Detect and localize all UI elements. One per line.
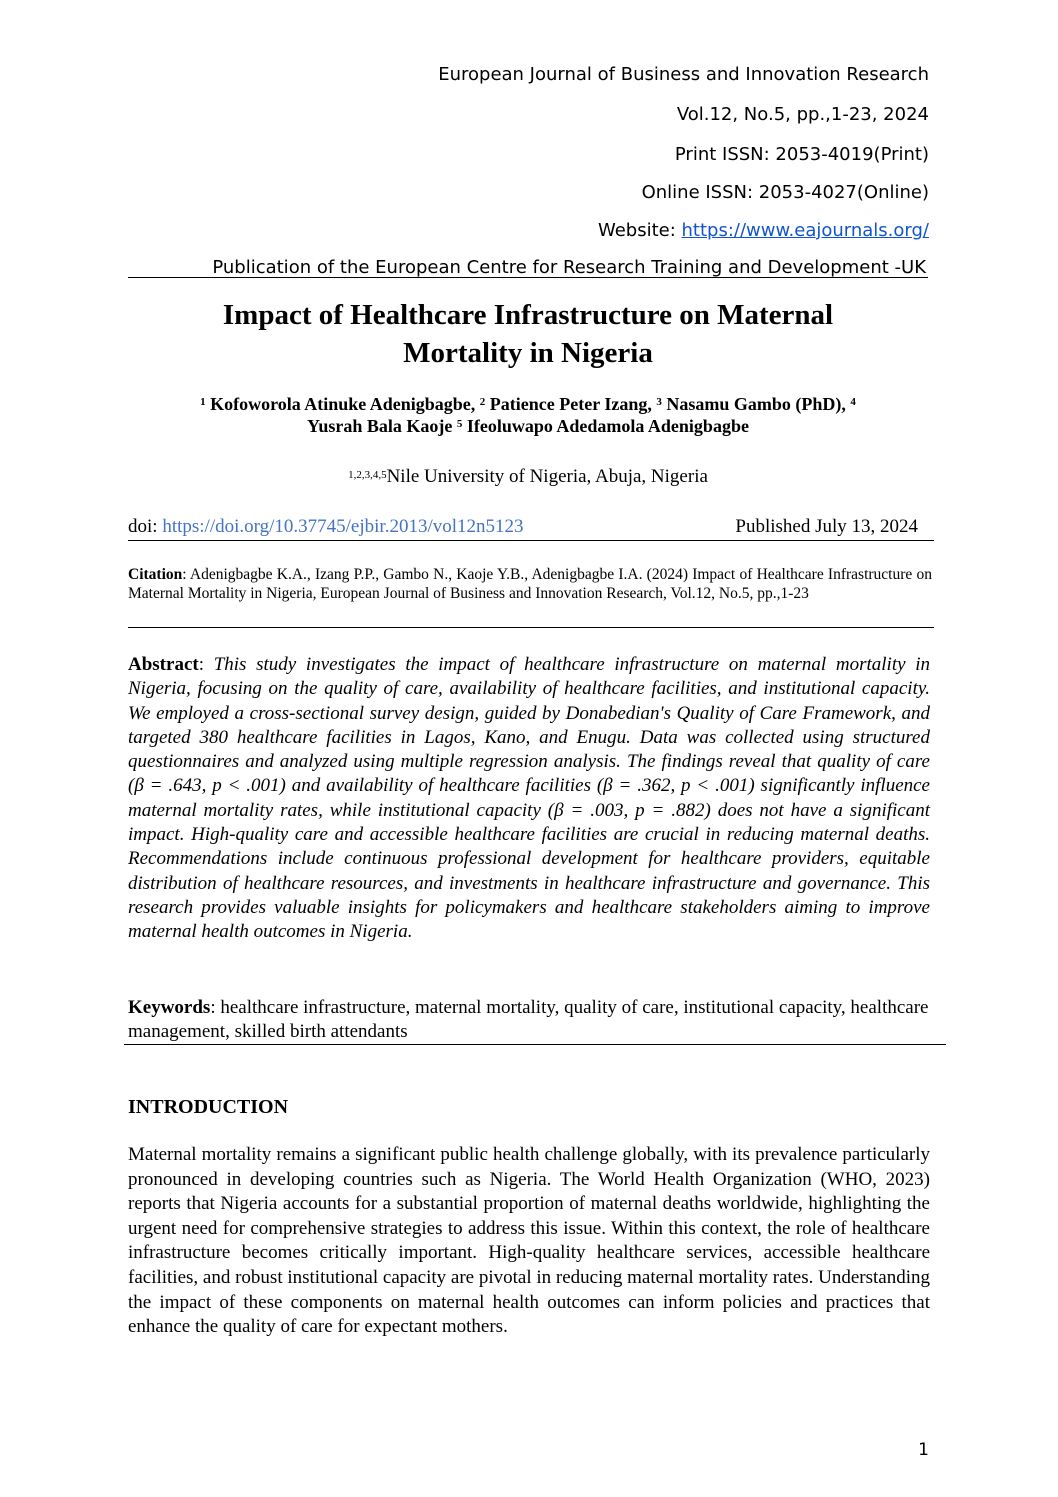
author-4: Yusrah Bala Kaoje [307,416,457,436]
affiliation-text: Nile University of Nigeria, Abuja, Nigeria [386,466,708,487]
page-number: 1 [918,1440,929,1460]
title-line-1: Impact of Healthcare Infrastructure on Maternal [222,299,834,331]
journal-name: European Journal of Business and Innovation Research [438,64,929,85]
keywords-label: Keywords [128,997,211,1018]
author-1-marker: 1 [200,396,206,408]
published-date: Published July 13, 2024 [735,516,918,537]
doi-rule [128,540,934,541]
author-5-marker: 5 [456,418,463,430]
affiliation [128,465,928,489]
website-link[interactable]: https://www.eajournals.org/ [681,220,929,241]
doi-link[interactable]: https://doi.org/10.37745/ejbir.2013/vol12n5123 [162,516,524,537]
author-4-marker: 4 [850,396,856,408]
authors-line-1 [128,393,928,415]
doi-row [128,515,918,539]
abstract-label: Abstract [128,654,199,675]
abstract [128,653,930,945]
citation [128,566,932,603]
website-label: Website: [597,220,682,241]
authors-line-2 [128,415,928,437]
affiliation-markers: 1,2,3,4,5 [348,469,387,481]
keywords-rule [124,1044,946,1045]
website-line [598,220,929,242]
title-line-2: Mortality in Nigeria [403,337,653,369]
citation-text: : Adenigbagbe K.A., Izang P.P., Gambo N., Kaoje Y.B., Adenigbagbe I.A. (2024) Impact of Healthcare Infrastructure on Maternal Mortality in Nigeria, European Journal of Business and Innovation Research, Vol.12, No.5, pp.,1-23 [128,566,932,602]
abstract-text: This study investigates the impact of healthcare infrastructure on maternal mortality in Nigeria, focusing on the quality of care, availability of healthcare facilities, and institutional capacity. We employed a cross-sectional survey design, guided by Donabedian's Quality of Care Framework, and targeted 380 healthcare facilities in Lagos, Kano, and Enugu. Data was collected using structured questionnaires and analyzed using multiple regression analysis. The findings reveal that quality of care (β = .643, p < .001) and availability of healthcare facilities (β = .362, p < .001) significantly influence maternal mortality rates, while institutional capacity (β = .003, p = .882) does not have a significant impact. High-quality care and accessible healthcare facilities are crucial in reducing maternal deaths. Recommendations include continuous professional development for healthcare providers, equitable distribution of healthcare resources, and investments in healthcare infrastructure and governance. This research provides valuable insights for policymakers and healthcare stakeholders aiming to improve maternal health outcomes in Nigeria. [128,654,931,943]
online-issn: Online ISSN: 2053-4027(Online) [641,182,929,203]
author-1: Kofoworola Atinuke Adenigbagbe, [205,394,480,414]
doi-label: doi: [128,516,163,537]
paper-title [128,296,928,372]
abstract-colon: : [198,654,214,675]
doi [128,515,524,539]
introduction-paragraph: Maternal mortality remains a significant public health challenge globally, with its prevalence particularly pronounced in developing countries such as Nigeria. The World Health Organization (WHO, 2023) reports that Nigeria accounts for a substantial proportion of maternal deaths worldwide, highlighting the urgent need for comprehensive strategies to address this issue. Within this context, the role of healthcare infrastructure becomes critically important. High-quality healthcare services, accessible healthcare facilities, and robust institutional capacity are pivotal in reducing maternal mortality rates. Understanding the impact of these components on maternal health outcomes can inform policies and practices that enhance the quality of care for expectant mothers. [128,1144,930,1338]
author-list [128,393,928,437]
introduction-heading: INTRODUCTION [128,1096,289,1118]
author-2: Patience Peter Izang, [485,394,657,414]
print-issn: Print ISSN: 2053-4019(Print) [674,144,929,165]
citation-rule [128,627,934,628]
author-2-marker: 2 [479,396,486,408]
keywords [128,996,932,1044]
author-3-marker: 3 [656,396,662,408]
publisher-line: Publication of the European Centre for Research Training and Development -UK [212,257,926,278]
citation-label: Citation [128,566,183,583]
volume-info: Vol.12, No.5, pp.,1-23, 2024 [676,104,929,125]
keywords-text: : healthcare infrastructure, maternal mortality, quality of care, institutional capacity, healthcare management, skilled birth attendants [128,997,929,1042]
author-3: Nasamu Gambo (PhD), [661,394,851,414]
author-5: Ifeoluwapo Adedamola Adenigbagbe [462,416,749,436]
